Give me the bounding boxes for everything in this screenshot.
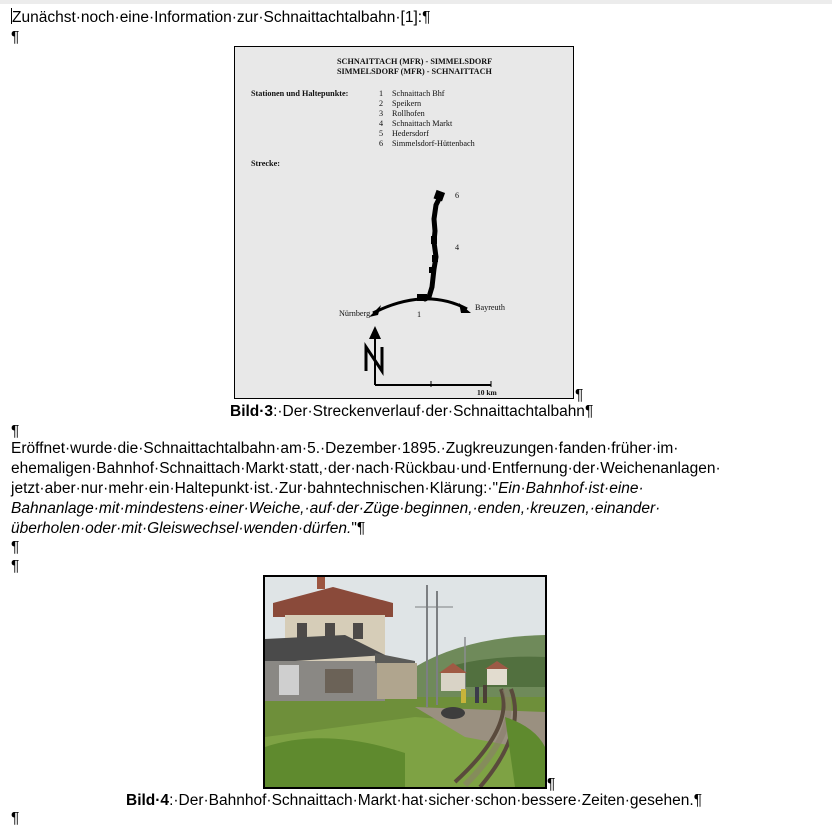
station-3-marker [429, 267, 435, 273]
map-label-4: 4 [455, 243, 460, 252]
caption-3-text: :·Der·Streckenverlauf·der·Schnaittachtalbahn [273, 403, 585, 420]
station-4-marker [431, 236, 437, 244]
body-line-2: ehemaligen·Bahnhof·Schnaittach·Markt·statt,·der·nach·Rückbau·und·Entfernung·der·Weichenanlagen· [11, 460, 721, 477]
pilcrow-mark: ¶ [11, 810, 20, 827]
station-name-5: Hedersdorf [392, 129, 429, 138]
map-label-6: 6 [455, 191, 460, 200]
station-1-marker [417, 294, 427, 301]
stations-label: Stationen und Haltepunkte: [251, 89, 349, 98]
station-num-4: 4 [379, 119, 384, 128]
pilcrow-mark: ¶ [422, 9, 431, 26]
body-line-5-quote: überholen·oder·mit·Gleiswechsel·wenden·dürfen. [11, 520, 352, 537]
station-num-6: 6 [379, 139, 384, 148]
empty-paragraph[interactable] [11, 557, 19, 576]
pilcrow-mark: ¶ [11, 539, 20, 556]
pilcrow-mark: ¶ [693, 792, 703, 809]
pilcrow-after-figure4: ¶ [547, 776, 556, 793]
station-num-2: 2 [379, 99, 384, 108]
body-line-3-plain: jetzt·aber·nur·mehr·ein·Haltepunkt·ist.·Zur·bahntechnischen·Klärung:·" [11, 480, 499, 497]
empty-paragraph[interactable] [11, 28, 19, 47]
pilcrow-mark: ¶ [11, 423, 20, 440]
route-map-drawing [235, 47, 575, 400]
caption-bild-3[interactable] [230, 402, 593, 421]
empty-paragraph[interactable] [11, 538, 19, 557]
station-5-marker [432, 255, 438, 262]
body-line-3 [11, 479, 811, 499]
map-label-bayreuth: Bayreuth [475, 303, 506, 312]
pilcrow-mark: ¶ [11, 558, 20, 575]
station-photo-drawing [265, 577, 545, 787]
station-6-marker [434, 190, 446, 202]
station-name-4: Schnaittach Markt [392, 119, 453, 128]
body-line-4-quote: Bahnanlage·mit·mindestens·einer·Weiche,·auf·der·Züge·beginnen,·enden,·kreuzen,·einander· [11, 500, 661, 517]
closing-quote: " [351, 520, 357, 537]
station-num-5: 5 [379, 129, 384, 138]
station-name-1: Schnaittach Bhf [392, 89, 445, 98]
pilcrow-after-figure3: ¶ [575, 387, 584, 404]
ruler-strip [0, 0, 832, 4]
scale-label: 10 km [477, 388, 497, 397]
pilcrow-mark: ¶ [584, 403, 594, 420]
body-paragraph[interactable] [11, 439, 811, 539]
intro-text: Zunächst·noch·eine·Information·zur·Schnaittachtalbahn·[1]: [12, 9, 423, 26]
station-name-6: Simmelsdorf-Hüttenbach [392, 139, 475, 148]
station-num-1: 1 [379, 89, 384, 98]
map-title-2: SIMMELSDORF (MFR) - SCHNAITTACH [337, 67, 492, 76]
station-photo[interactable] [263, 575, 547, 789]
empty-paragraph[interactable] [11, 809, 19, 828]
caption-bild-4[interactable] [126, 791, 702, 810]
route-line [425, 195, 441, 299]
station-name-2: Speikern [392, 99, 422, 108]
arrow-right [459, 303, 471, 313]
map-title-1: SCHNAITTACH (MFR) - SIMMELSDORF [337, 57, 493, 66]
map-label-nuernberg: Nürnberg [339, 309, 371, 318]
body-line-3-quote: Ein·Bahnhof·ist·eine· [498, 480, 644, 497]
station-num-3: 3 [379, 109, 384, 118]
pilcrow-mark: ¶ [11, 29, 20, 46]
route-label: Strecke: [251, 159, 280, 168]
pilcrow-mark: ¶ [356, 520, 366, 537]
intro-paragraph[interactable] [11, 8, 430, 27]
caption-3-label: Bild·3 [230, 403, 274, 420]
caption-4-label: Bild·4 [126, 792, 170, 809]
map-label-1: 1 [417, 310, 422, 319]
body-line-1: Eröffnet·wurde·die·Schnaittachtalbahn·am·5.·Dezember·1895.·Zugkreuzungen·fanden·früher·im· [11, 440, 679, 457]
north-arrow-head [369, 326, 381, 339]
station-name-3: Rollhofen [392, 109, 425, 118]
caption-4-text: :·Der·Bahnhof·Schnaittach·Markt·hat·sicher·schon·bessere·Zeiten·gesehen. [169, 792, 694, 809]
route-map-figure[interactable] [234, 46, 574, 399]
